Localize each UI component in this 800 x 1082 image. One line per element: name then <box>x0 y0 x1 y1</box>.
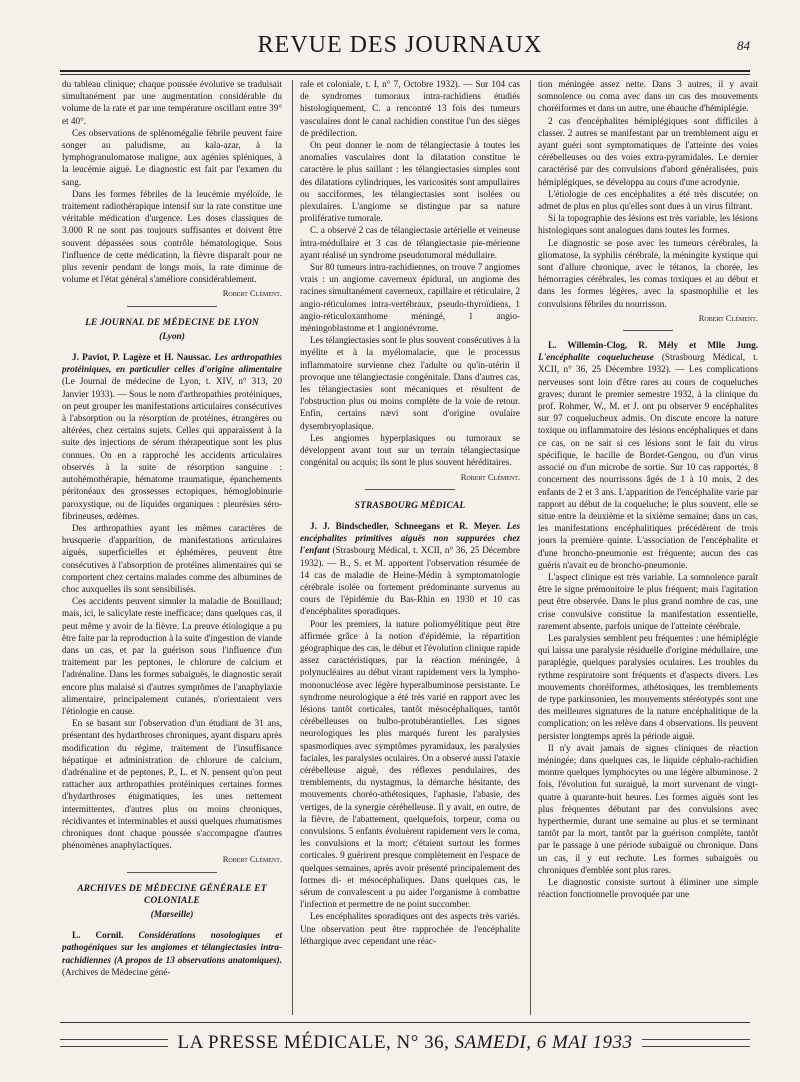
paragraph: 2 cas d'encéphalites hémiplégiques sont difficiles à classer. 2 autres se manifestant par un tremblement aigu et ayant guéri sont symptomatiques de l'atteinte des voies cérébelleuses ou des voies extra-pyramidales. Le dernier caractérisé par des convulsions d'abord généralisées, puis hémiplégiques, se développa au cours d'une acrodynie. <box>538 115 758 187</box>
article-entry <box>62 929 282 978</box>
paragraph: L'étiologie de ces encéphalites a été très discutée; on admet de plus en plus qu'elles sont dues à un virus filtrant. <box>538 188 758 212</box>
journal-title: ARCHIVES DE MÉDECINE GÉNÉRALE ET COLONIALE <box>77 883 267 906</box>
footer-date: SAMEDI, 6 MAI 1933 <box>454 1032 633 1053</box>
article-authors: J. J. Bindschedler, Schneegans et R. Meyer. <box>310 520 501 531</box>
article-authors: L. Willemin-Clog, R. Mély et Mlle Jung. <box>548 340 758 351</box>
paragraph: On peut donner le nom de télangiectasie à toutes les anomalies vasculaires dont la dilatation constitue le caractère le plus saillant : les télangiectasies simples sont des dilatations cylindriques, les varicosités sont ampullaires ou sacciformes, les télangiectasies sont isolées ou plexulaires. L'angiome se distingue par sa nature proliférative tumorale. <box>300 140 520 224</box>
article-body: (Archives de Médecine géné- <box>62 966 171 977</box>
journal-title: LE JOURNAL DE MÉDECINE DE LYON <box>85 317 259 328</box>
paragraph: Les paralysies semblent peu fréquentes : une hémiplégie qui laissa une paralysie résiduelle d'origine médullaire, une paraplégie, quelques paralysies oculaires. Les troubles du rythme respiratoire sont fréquents et d'aspects divers. Les mouvements choréiformes, athétosiques, les tremblements de type parkinsonien, les mouvements stéréotypés sont une des meilleures signatures de la nature encéphalitique de la complication; on les relève dans 4 observations. Ils peuvent persister longtemps après la période aiguë. <box>538 632 758 741</box>
paragraph: Pour les premiers, la nature poliomyélitique peut être affirmée grâce à la notion d'épidémie, la répartition géographique des cas, le début et l'évolution clinique rapide assez caractéristiques, par la réaction méningée, à polynucléaires au début virant rapidement vers la lympho-mononucléose avec légère hyperalbuminose persistante. Le syndrome neurologique a été très varié en rapport avec les lésions tantôt corticales, tantôt mésocéphaliques, tantôt cérébelleuses ou bulbo-protubérantielles. Les signes neurologiques les plus marqués furent les paralysies spasmodiques avec symptômes pyramidaux, les paralysies faciales, les paralysies oculaires. On a observé aussi l'ataxie cérébelleuse aiguë, des réflexes pendulaires, des tremblements, du nystagmus, la démarche hésitante, des mouvements choréo-athétosiques, l'aphasie, l'abasie, des vertiges, de la synergie cérébelleuse. Il y avait, en outre, de la fièvre, de l'abattement, quelquefois, torpeur, coma ou convulsions. 5 enfants évoluèrent rapidement vers le coma, les convulsions et la mort; c'étaient surtout les formes corticales. 9 guérirent presque complètement en l'espace de quelques semaines, après avoir présenté principalement des formes di- et mésocéphaliques. Dans quelques cas, le sérum de convalescent a pu aider l'organisme à combattre l'infection et permettre de ne point succomber. <box>300 618 520 910</box>
paragraph: Dans les formes fébriles de la leucémie myéloïde, le traitement radiothérapique intensif sur la rate constitue une véritable médication d'urgence. Les doses classiques de 3.000 R ne sont pas toujours suffisantes et doivent être souvent dépassées sous contrôle hématologique. Sous l'influence de cette médication, la fièvre disparaît pour ne plus revenir pendant de longs mois, la rate diminue de volume et l'état général s'améliore considérablement. <box>62 188 282 285</box>
footer-ornament-right <box>642 1039 750 1047</box>
column-3 <box>538 78 758 1018</box>
paragraph: En se basant sur l'observation d'un étudiant de 31 ans, présentant des hydarthroses chroniques, ayant disparu après modification du régime, traitement de l'insuffisance hépatique et administration de chlorure de calcium, d'adrénaline et de peptones, P., L. et N. pensent qu'on peut rattacher aux arthropathies protéiniques certaines formes d'hydarthroses énigmatiques, les unes nettement intermittentes, d'autres plus ou moins chroniques, récidivantes et interminables et aussi quelques rhumatismes chroniques dont chaque poussée s'accompagne d'autres phénomènes anaphylactiques. <box>62 718 282 851</box>
signature: Robert Clément. <box>222 854 282 865</box>
article-title: Les encéphalites primitives aiguës non suppurées chez l'enfant <box>300 520 520 556</box>
article-title: Considérations nosologiques et pathogéniques sur les angiomes et télangiectasies intra-rachidiennes (A propos de 13 observations anatomiques). <box>62 930 282 965</box>
column-divider <box>530 80 531 1015</box>
paragraph: Sur 80 tumeurs intra-rachidiennes, on trouve 7 angiomes vrais : un angiome caverneux épidural, un angiome des racines simultanément caverneux, capillaire et réticulaire, 2 angio-réticulomes intra-vertébraux, pseudo-thyroïdiens, 1 angio-réticuloxanthome méningé, 1 angio-méningoblastome et 1 angionévrome. <box>300 262 520 334</box>
article-body: (Strasbourg Médical, t. XCII, n° 36, 25 Décembre 1932). — B., S. et M. apportent l'observation résumée de 14 cas de maladie de Heine-Médin à symptomatologie cérébrale isolée ou fortement prédominante survenus au cours de l'épidémie du Bas-Rhin en 1930 et 10 cas d'encéphalites sporadiques. <box>300 545 520 617</box>
article-authors: J. Paviot, P. Lagèze et H. Naussac. <box>72 352 212 363</box>
paragraph: du tableau clinique; chaque poussée évolutive se traduisait simultanément par une augmentation considérable du volume de la rate et par une température oscillant entre 39° et 40°. <box>62 79 282 126</box>
article-title: L'encéphalite coquelucheuse <box>538 352 654 363</box>
article-body: (Le Journal de médecine de Lyon, t. XIV, n° 313, 20 Janvier 1933). — Sous le nom d'arthropathies protéiniques, on peut grouper les manifestations articulaires consécutives à l'absorption ou la résorption de protéines, étrangères ou altérées, chez certains sujets. Celles qui apparaissent à la suite des injections de sérum thérapeutique sont les plus connues. On en a rapproché les accidents articulaires observés à la suite de résorption sanguine : autohémothérapie, hématome traumatique, épanchements péritonéaux des grossesses ectopiques, hémoglobinurie paroxystique, ou de liquides organiques : pleurésies séro-fibrineuses, œdèmes. <box>62 376 282 521</box>
paragraph: Le diagnostic consiste surtout à éliminer une simple réaction fonctionnelle provoquée par une <box>538 877 758 900</box>
signature: Robert Clément. <box>460 471 520 482</box>
paragraph: Il n'y avait jamais de signes cliniques de réaction méningée; dans quelques cas, le liquide céphalo-rachidien montre quelques lymphocytes ou une légère albuminose. 2 fois, l'évolution fut suraiguë, la mort survenant de vingt-quatre à quarante-huit heures. Les formes aiguës sont les plus fréquentes débutant par des convulsions avec hyperthermie, durant une semaine au plus et se terminant tantôt par la mort, tantôt par la guérison complète, tantôt par le passage à une période subaiguë ou chronique. Dans un cas, il y eut rechute. Les formes subaiguës ou chroniques d'emblée sont plus rares. <box>538 742 758 875</box>
header-rule <box>60 70 750 72</box>
paragraph: Les angiomes hyperplasiques ou tumoraux se développent avant tout sur un terrain télangiectasique congénital ou acquis; ils sont le plus souvent héréditaires. <box>300 432 520 468</box>
footer-rule <box>60 1022 750 1023</box>
column-divider <box>292 80 293 1015</box>
paragraph: L'aspect clinique est très variable. La somnolence paraît être le signe prémonitoire le plus fréquent; mais l'agitation peut être observée. Dans le plus grand nombre de cas, une crise convulsive constitue la manifestation essentielle, rarement absente, parfois unique de l'atteinte cérébrale. <box>538 571 758 631</box>
article-body: (Strasbourg Médical, t. XCII, n° 36, 25 Décembre 1932). — Les complications nerveuses sont loin d'être rares au cours de coqueluches graves; durant le premier semestre 1932, à la clinique du prof. Rohmer, W., M. et J. ont pu observer 9 encéphalites sur 97 coquelucheux admis. On discute encore la nature toxique ou inflammatoire des lésions encéphaliques et dans ce cas, on ne sait si ces lésions sont le fait du virus spécifique, le bacille de Bordet-Gengou, ou d'un virus associé ou d'un microbe de sortie. Sur 10 cas rapportés, 8 concernent des nourrissons âgés de 1 à 10 mois, 2 des enfants de 2 et 3 ans. L'apparition de l'encéphalite varie par rapport au début de la coqueluche; le plus souvent, elle se situe entre la deuxième et la sixième semaine; dans un cas, les manifestations encéphalitiques précédèrent de trois jours la première quinte. L'association de l'encéphalite et d'une broncho-pneumonie est fréquente; aucun des cas guéris n'avait eu de broncho-pneumonie. <box>538 352 758 570</box>
column-1 <box>62 78 282 1018</box>
paragraph: Ces observations de splénomégalie fébrile peuvent faire songer au paludisme, au kala-azar, à la lymphogranulomatose maligne, aux agénies spléniques, à la leucémie aiguë. Le diagnostic est fait par l'examen du sang. <box>62 127 282 187</box>
page-number: 84 <box>737 38 750 53</box>
paragraph: C. a observé 2 cas de télangiectasie artérielle et veineuse intra-médullaire et 3 cas de télangiectasie pie-mérienne ayant réalisé un syndrome pseudotumoral médullaire. <box>300 225 520 260</box>
separator <box>127 872 217 873</box>
running-title: REVUE DES JOURNAUX <box>257 32 543 58</box>
footer-ornament-left <box>60 1039 168 1047</box>
footer-journal: LA PRESSE MÉDICALE, N° 36, <box>177 1032 455 1053</box>
separator <box>365 489 455 490</box>
paragraph: rale et coloniale, t. I, n° 7, Octobre 1932). — Sur 104 cas de syndromes tumoraux intra-rachidiens étudiés histologiquement, C. a rencontré 13 fois des tumeurs vasculaires dont le canal rachidien constitue l'un des sièges de prédilection. <box>300 79 520 138</box>
journal-city: (Lyon) <box>159 331 185 342</box>
column-2 <box>300 78 520 1018</box>
article-entry <box>62 351 282 522</box>
signature: Robert Clément. <box>222 288 282 299</box>
paragraph: Le diagnostic se pose avec les tumeurs cérébrales, la gliomatose, la syphilis cérébrale, la méningite kystique qui sont d'allure chronique, avec le tétanos, la chorée, les hémorragies cérébrales, les comas toxiques et au début et dans les formes légères, avec la spasmophilie et les convulsions fébriles du nourrisson. <box>538 237 758 309</box>
page-footer <box>60 1028 750 1058</box>
page-header <box>60 30 750 70</box>
article-authors: L. Cornil. <box>72 930 124 941</box>
paragraph: Les télangiectasies sont le plus souvent consécutives à la myélite et à la myélomalacie, que le processus inflammatoire survienne chez l'adulte ou qu'in-utérin il provoque une télangiectasie congénitale. Dans d'autres cas, les télangiectasies sont mécaniques et résultent de l'obstruction plus ou moins complète de la voie de retour. Enfin, certains nævi sont d'origine ovulaire dysembryoplasique. <box>300 335 520 431</box>
article-entry <box>300 520 520 618</box>
header-rule-thin <box>60 74 750 75</box>
journal-title: STRASBOURG MÉDICAL <box>354 500 466 511</box>
paragraph: Si la topographie des lésions est très variable, les lésions histologiques sont analogues dans toutes les formes. <box>538 213 758 236</box>
article-title: Les arthropathies protéiniques, en particulier celles d'origine alimentaire <box>62 352 282 375</box>
paragraph: Des arthropathies ayant les mêmes caractères de brusquerie d'apparition, de manifestations articulaires aiguës, superficielles et éphémères, peuvent être consécutives à l'absorption de protéines alimentaires qui se comportent chez certains malades comme des albumines de choc auxquelles ils sont sensibilisés. <box>62 522 282 594</box>
paragraph: tion méningée assez nette. Dans 3 autres, il y avait somnolence ou coma avec dans un cas des mouvements choréiformes et dans un autre, une ébauche d'hémiplégie. <box>538 79 758 114</box>
separator <box>127 306 217 307</box>
paragraph: Ces accidents peuvent simuler la maladie de Bouillaud; mais, ici, le salicylate reste inefficace; dans quelques cas, il peut même y avoir de la fièvre. La preuve étiologique a pu être faite par la reproduction à la suite d'ingestion de viande dans un cas, et par la guérison sous l'influence d'un traitement par les peptones, le chlorure de calcium et l'adrénaline. Dans les formes subaiguës, le diagnostic serait encore plus malaisé si d'autres symptômes de l'anaphylaxie alimentaire, principalement cutanés, n'orientaient vers l'étiologie en cause. <box>62 596 282 716</box>
separator <box>623 330 673 331</box>
signature: Robert Clément. <box>698 312 758 323</box>
article-entry <box>538 339 758 571</box>
journal-city: (Marseille) <box>150 910 194 920</box>
paragraph: Les encéphalites sporadiques ont des aspects très variés. Une observation peut être rapprochée de l'encéphalite léthargique avec cependant une réac- <box>300 911 520 946</box>
footer-text <box>168 1032 643 1054</box>
